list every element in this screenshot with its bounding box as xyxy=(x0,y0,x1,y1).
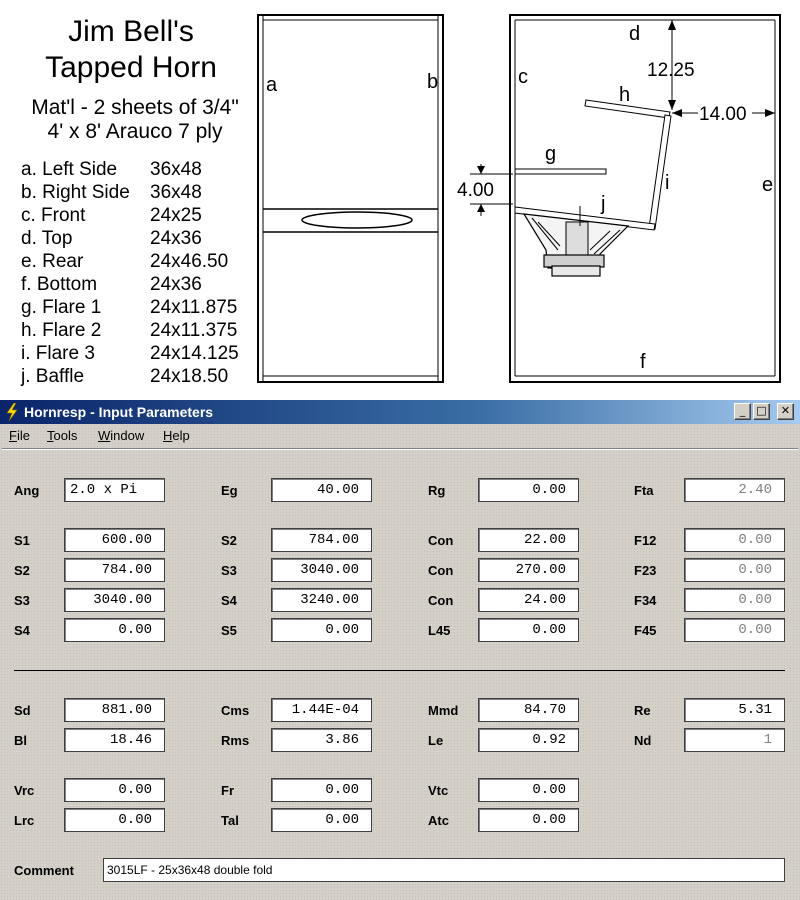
label-tal: Tal xyxy=(221,813,239,828)
front-view-outline xyxy=(258,15,443,382)
label-s4: S4 xyxy=(221,593,237,608)
part-dimensions: 24x36 xyxy=(150,274,202,295)
label-vrc: Vrc xyxy=(14,783,35,798)
part-name: e. Rear xyxy=(21,251,84,272)
dim-top-gap: 12.25 xyxy=(647,60,695,81)
mmd-field[interactable]: 84.70 xyxy=(478,698,579,722)
label-s3: S3 xyxy=(221,563,237,578)
s3-field[interactable]: 3040.00 xyxy=(271,558,372,582)
part-name: h. Flare 2 xyxy=(21,320,102,341)
con-field[interactable]: 22.00 xyxy=(478,528,579,552)
label-l45: L45 xyxy=(428,623,451,638)
cabinet-diagram xyxy=(0,0,800,398)
label-e: e xyxy=(762,174,774,196)
part-name: b. Right Side xyxy=(21,182,130,203)
maximize-button[interactable]: □ xyxy=(753,403,770,420)
bl-field[interactable]: 18.46 xyxy=(64,728,165,752)
nd-field[interactable]: 1 xyxy=(684,728,785,752)
label-nd: Nd xyxy=(634,733,652,748)
f23-field[interactable]: 0.00 xyxy=(684,558,785,582)
lightning-bolt-icon xyxy=(5,403,19,421)
dim-rear-gap: 14.00 xyxy=(699,104,747,125)
label-c: c xyxy=(518,66,528,88)
part-dimensions: 24x36 xyxy=(150,228,202,249)
menu-tools-label: ools xyxy=(53,428,78,443)
rms-field[interactable]: 3.86 xyxy=(271,728,372,752)
s5-field[interactable]: 0.00 xyxy=(271,618,372,642)
tal-field[interactable]: 0.00 xyxy=(271,808,372,832)
fr-field[interactable]: 0.00 xyxy=(271,778,372,802)
cms-field[interactable]: 1.44E-04 xyxy=(271,698,372,722)
part-dimensions: 24x46.50 xyxy=(150,251,229,272)
part-name: c. Front xyxy=(21,205,86,226)
lrc-field[interactable]: 0.00 xyxy=(64,808,165,832)
part-dimensions: 24x14.125 xyxy=(150,343,239,364)
ang-field[interactable]: 2.0 x Pi xyxy=(64,478,165,502)
label-rg: Rg xyxy=(428,483,446,498)
label-comment: Comment xyxy=(14,863,74,878)
label-fta: Fta xyxy=(634,483,654,498)
part-dimensions: 36x48 xyxy=(150,159,202,180)
label-con: Con xyxy=(428,563,454,578)
menu-window[interactable] xyxy=(98,428,144,443)
label-s2: S2 xyxy=(14,563,30,578)
label-mmd: Mmd xyxy=(428,703,459,718)
menu-help-accel: H xyxy=(163,428,173,443)
part-dimensions: 24x25 xyxy=(150,205,202,226)
drawing-title-line2: Tapped Horn xyxy=(45,51,217,84)
label-h: h xyxy=(619,84,631,106)
menu-file-label: ile xyxy=(16,428,30,443)
section-divider xyxy=(14,670,785,671)
menu-window-label: indow xyxy=(110,428,145,443)
con-field[interactable]: 24.00 xyxy=(478,588,579,612)
label-f34: F34 xyxy=(634,593,657,608)
menu-tools[interactable] xyxy=(47,428,77,443)
eg-field[interactable]: 40.00 xyxy=(271,478,372,502)
label-s4: S4 xyxy=(14,623,30,638)
le-field[interactable]: 0.92 xyxy=(478,728,579,752)
material-line2: 4' x 8' Arauco 7 ply xyxy=(47,120,223,143)
label-g: g xyxy=(545,143,557,165)
label-lrc: Lrc xyxy=(14,813,35,828)
front-view xyxy=(258,15,443,382)
menu-tools-accel: T xyxy=(47,428,54,443)
driver-magnet xyxy=(544,255,604,267)
sd-field[interactable]: 881.00 xyxy=(64,698,165,722)
con-field[interactable]: 270.00 xyxy=(478,558,579,582)
comment-field[interactable]: 3015LF - 25x36x48 double fold xyxy=(103,858,785,882)
f12-field[interactable]: 0.00 xyxy=(684,528,785,552)
rg-field[interactable]: 0.00 xyxy=(478,478,579,502)
part-name: a. Left Side xyxy=(21,159,118,180)
label-re: Re xyxy=(634,703,651,718)
part-dimensions: 24x11.375 xyxy=(150,320,238,341)
cabinet-drawing xyxy=(0,0,800,398)
window-title: Hornresp - Input Parameters xyxy=(24,404,214,420)
menu-file-accel: F xyxy=(9,428,17,443)
fta-field[interactable]: 2.40 xyxy=(684,478,785,502)
material-line1: Mat'l - 2 sheets of 3/4" xyxy=(31,96,239,119)
part-name: j. Baffle xyxy=(21,366,85,387)
part-name: d. Top xyxy=(21,228,73,249)
label-vtc: Vtc xyxy=(428,783,449,798)
label-s2: S2 xyxy=(221,533,237,548)
s1-field[interactable]: 600.00 xyxy=(64,528,165,552)
part-dimensions: 24x11.875 xyxy=(150,297,238,318)
label-rms: Rms xyxy=(221,733,250,748)
label-s1: S1 xyxy=(14,533,30,548)
menu-separator xyxy=(2,448,798,450)
menu-help[interactable] xyxy=(163,428,190,443)
f34-field[interactable]: 0.00 xyxy=(684,588,785,612)
side-view xyxy=(457,15,780,382)
dim-baffle-gap: 4.00 xyxy=(457,180,494,201)
label-j: j xyxy=(601,193,606,215)
label-atc: Atc xyxy=(428,813,449,828)
f45-field[interactable]: 0.00 xyxy=(684,618,785,642)
label-sd: Sd xyxy=(14,703,31,718)
label-bl: Bl xyxy=(14,733,27,748)
label-f45: F45 xyxy=(634,623,657,638)
menu-file[interactable] xyxy=(9,428,30,443)
minimize-button[interactable]: _ xyxy=(734,403,751,420)
label-d: d xyxy=(629,23,641,45)
label-f12: F12 xyxy=(634,533,657,548)
label-a: a xyxy=(266,74,278,96)
close-button[interactable]: ✕ xyxy=(777,403,794,420)
flare-1-panel xyxy=(515,169,606,174)
driver-pole xyxy=(566,222,588,256)
label-cms: Cms xyxy=(221,703,250,718)
label-s5: S5 xyxy=(221,623,237,638)
s2-field[interactable]: 784.00 xyxy=(271,528,372,552)
part-name: f. Bottom xyxy=(21,274,98,295)
vtc-field[interactable]: 0.00 xyxy=(478,778,579,802)
atc-field[interactable]: 0.00 xyxy=(478,808,579,832)
label-f: f xyxy=(640,351,646,373)
drawing-title-line1: Jim Bell's xyxy=(68,15,194,48)
title-bar[interactable] xyxy=(0,400,800,424)
label-fr: Fr xyxy=(221,783,234,798)
l45-field[interactable]: 0.00 xyxy=(478,618,579,642)
label-eg: Eg xyxy=(221,483,238,498)
driver-backplate xyxy=(552,266,600,276)
label-con: Con xyxy=(428,533,454,548)
label-con: Con xyxy=(428,593,454,608)
part-dimensions: 36x48 xyxy=(150,182,202,203)
part-name: i. Flare 3 xyxy=(21,343,95,364)
part-name: g. Flare 1 xyxy=(21,297,102,318)
re-field[interactable]: 5.31 xyxy=(684,698,785,722)
vrc-field[interactable]: 0.00 xyxy=(64,778,165,802)
menu-bar xyxy=(0,426,800,446)
s2-field[interactable]: 784.00 xyxy=(64,558,165,582)
label-le: Le xyxy=(428,733,444,748)
s4-field[interactable]: 3240.00 xyxy=(271,588,372,612)
menu-window-accel: W xyxy=(98,428,111,443)
label-f23: F23 xyxy=(634,563,657,578)
s3-field[interactable]: 3040.00 xyxy=(64,588,165,612)
side-view-outline xyxy=(510,15,780,382)
menu-help-label: elp xyxy=(172,428,190,443)
label-i: i xyxy=(665,172,670,194)
label-b: b xyxy=(427,71,439,93)
label-s3: S3 xyxy=(14,593,30,608)
part-dimensions: 24x18.50 xyxy=(150,366,229,387)
s4-field[interactable]: 0.00 xyxy=(64,618,165,642)
label-ang: Ang xyxy=(14,483,40,498)
